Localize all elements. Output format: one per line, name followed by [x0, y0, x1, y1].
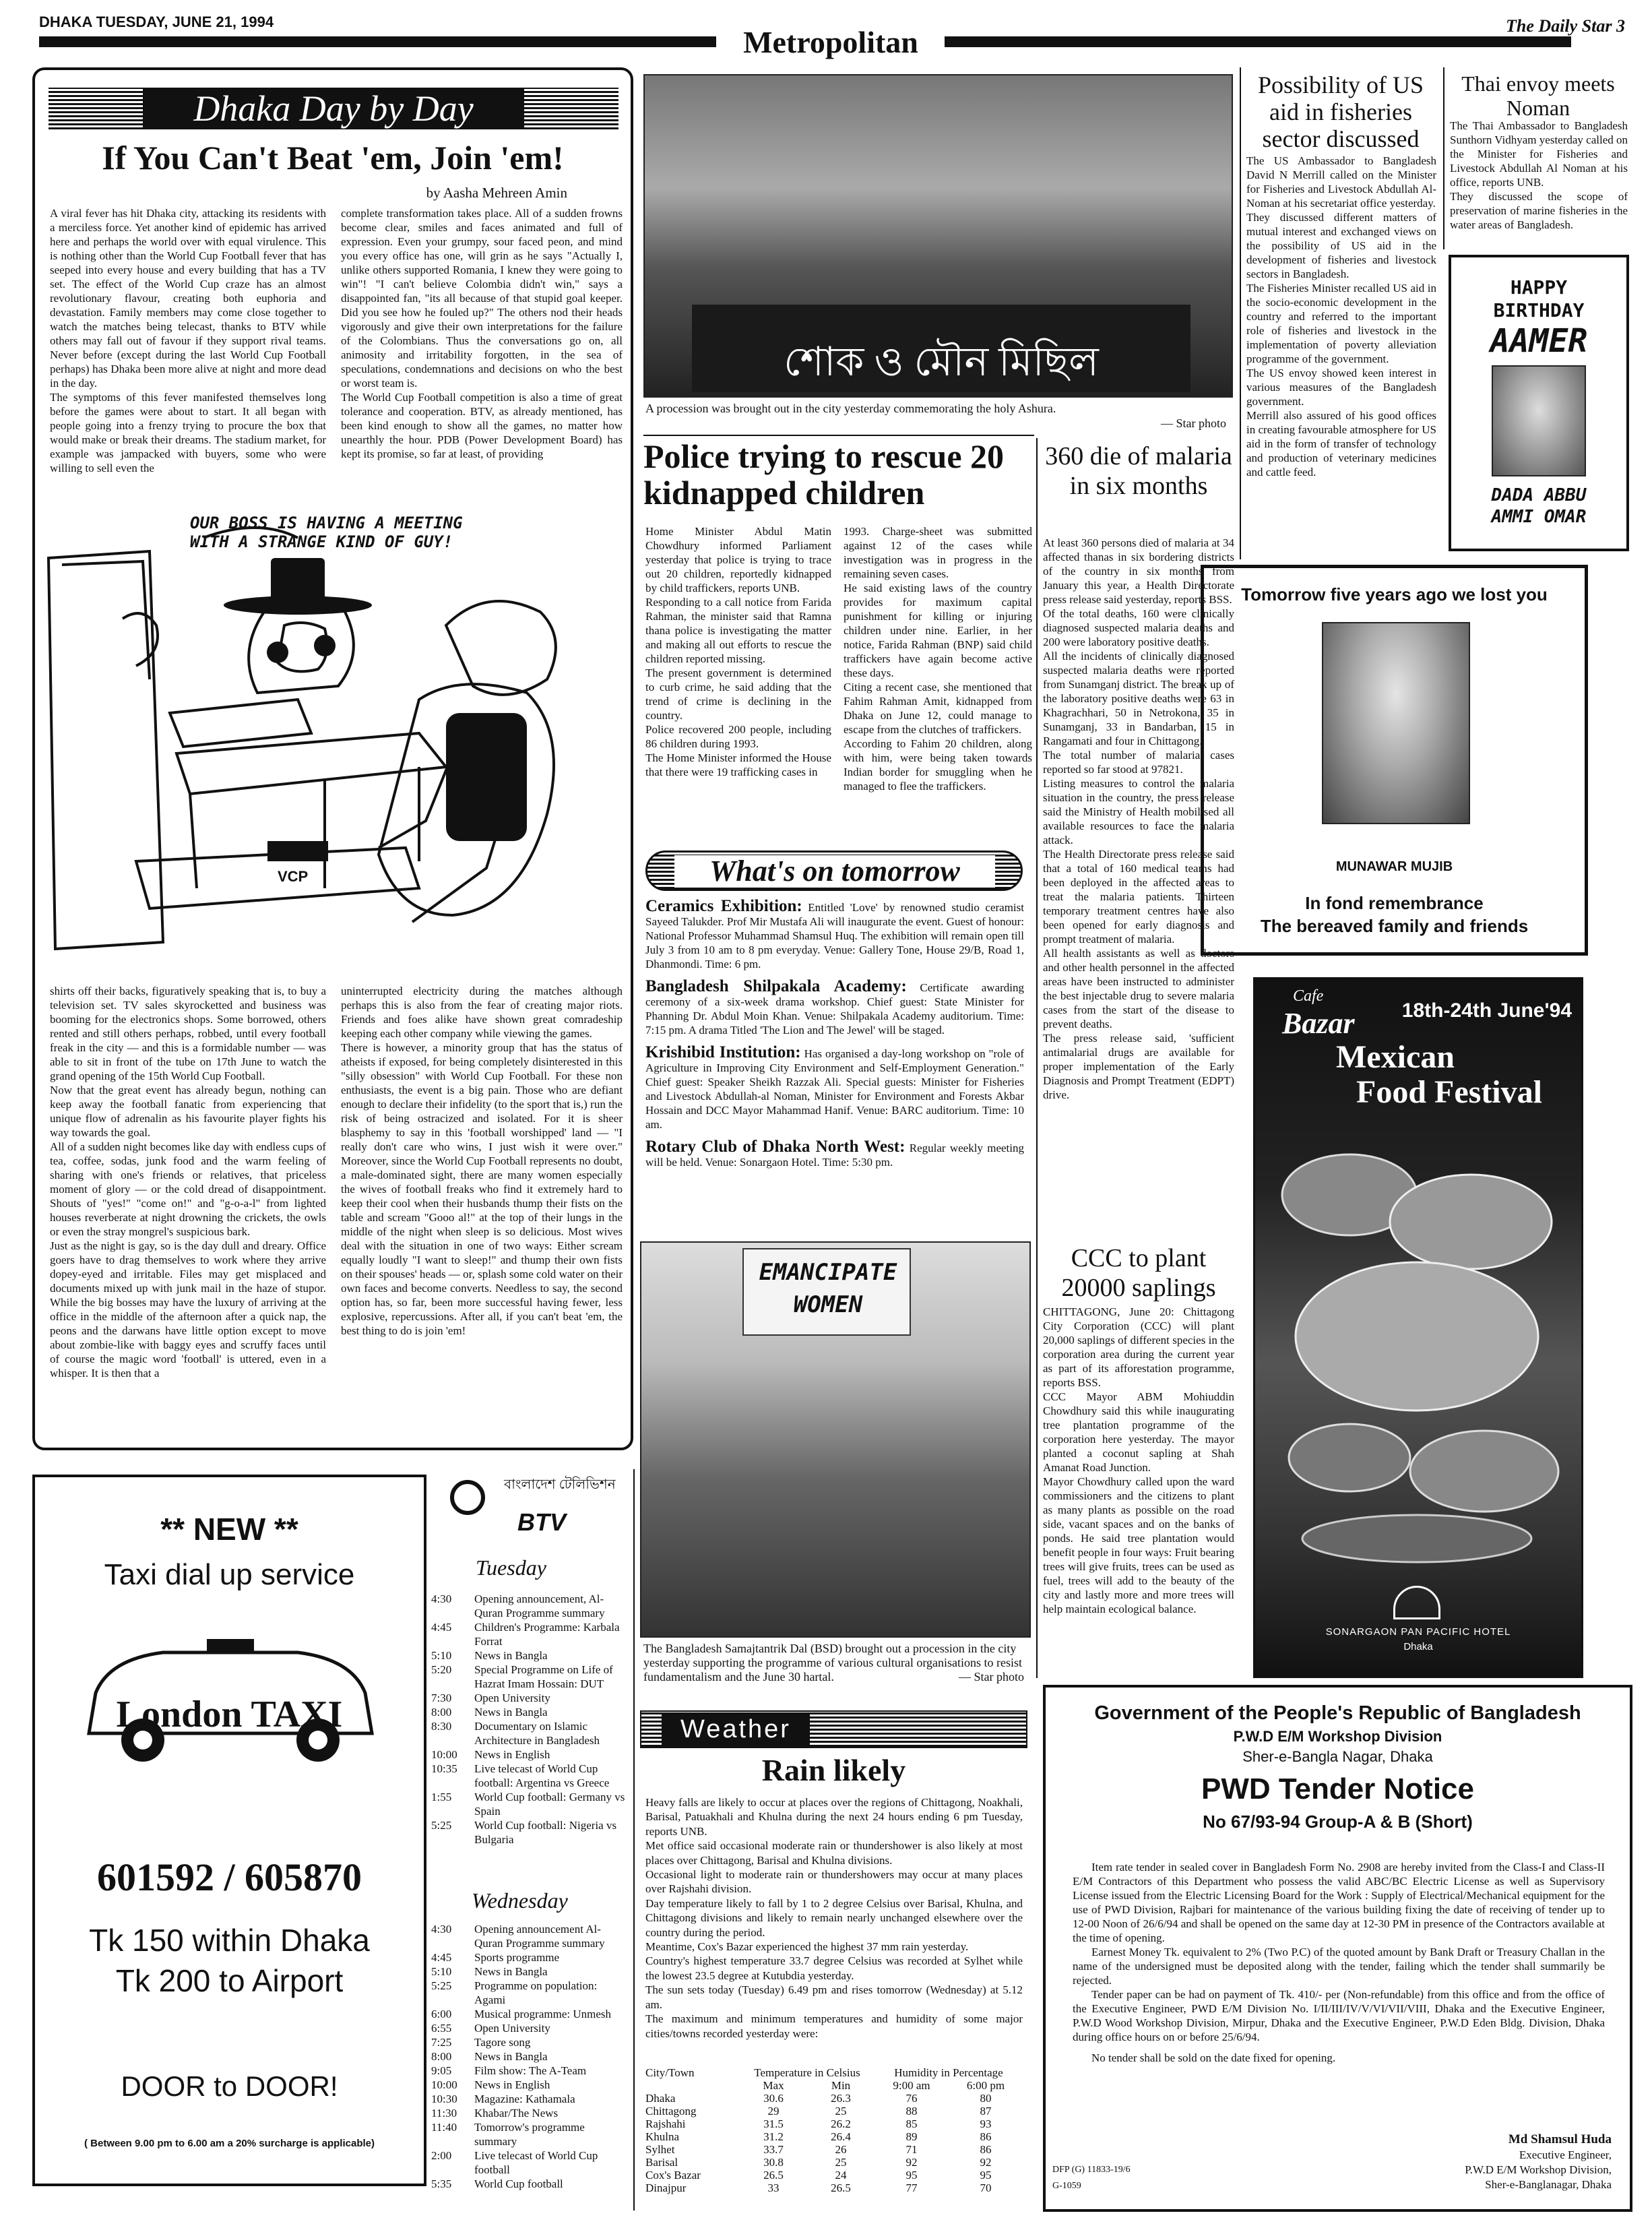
- btv-prog: Live telecast of World Cup football: [474, 2149, 598, 2176]
- weather-row: [645, 2143, 1023, 2156]
- btv-row: [431, 1691, 628, 1705]
- btv-time: 1:55: [431, 1791, 452, 1803]
- memorial-name: MUNAWAR MUJIB: [1335, 859, 1453, 874]
- weather-cell: 95: [980, 2169, 992, 2181]
- btv-time: 4:30: [431, 1923, 452, 1936]
- dateline: DHAKA TUESDAY, JUNE 21, 1994: [39, 13, 274, 30]
- btv-time: 11:30: [431, 2107, 457, 2119]
- malaria-headline: 360 die of malaria in six months: [1045, 442, 1232, 500]
- btv-prog: Film show: The A-Team: [474, 2064, 587, 2077]
- btv-day-tuesday: Tuesday: [476, 1555, 546, 1580]
- tender-addr: Sher-e-Bangla Nagar, Dhaka: [1242, 1748, 1433, 1765]
- wot-item: [645, 899, 1024, 971]
- birthday-from2: AMMI OMAR: [1491, 507, 1587, 527]
- btv-row: [431, 1964, 628, 1979]
- weather-cell: Barisal: [645, 2156, 678, 2169]
- weather-cell: 86: [980, 2130, 992, 2143]
- btv-tuesday-list: [431, 1592, 628, 1847]
- tender-sign4: Sher-e-Banglanagar, Dhaka: [1485, 2178, 1612, 2191]
- weather-cell: 70: [980, 2181, 992, 2194]
- btv-row: [431, 2177, 628, 2191]
- section-title: Metropolitan: [743, 25, 918, 59]
- weather-row: [645, 2092, 1023, 2105]
- btv-row: [431, 2148, 628, 2177]
- btv-logo-text: BTV: [517, 1508, 566, 1536]
- btv-time: 6:55: [431, 2022, 452, 2035]
- memorial-line2: The bereaved family and friends: [1260, 916, 1529, 936]
- police-top-rule: [643, 435, 1034, 436]
- btv-row: [431, 1922, 628, 1950]
- cartoon-vcp-label: VCP: [278, 868, 309, 885]
- taxi-fine: ( Between 9.00 pm to 6.00 am a 20% surcharge is applicable): [84, 2138, 375, 2149]
- wot-item-title: Rotary Club of Dhaka North West:: [645, 1138, 906, 1156]
- btv-row: [431, 1663, 628, 1691]
- memorial-ad: [1201, 565, 1588, 956]
- weather-cell: Sylhet: [645, 2143, 675, 2156]
- weather-table-head: [645, 2066, 1023, 2079]
- ashura-credit: — Star photo: [1161, 416, 1226, 430]
- btv-prog: Musical programme: Unmesh: [474, 2008, 612, 2020]
- weather-cell: 29: [767, 2105, 780, 2117]
- btv-prog: News in Bangla: [474, 1965, 548, 1978]
- weather-cell: 26.4: [831, 2130, 851, 2143]
- cartoon-drawing: [42, 511, 624, 983]
- festival-bazar: Bazar: [1282, 1007, 1355, 1040]
- weather-cell: Dinajpur: [645, 2181, 687, 2194]
- weather-cell: 26.5: [763, 2169, 784, 2181]
- thai-headline: Thai envoy meets Noman: [1461, 71, 1615, 120]
- taxi-ad: [32, 1475, 426, 2186]
- weather-cell: Rajshahi: [645, 2117, 686, 2130]
- cartoon: [42, 511, 624, 983]
- ddbd-byline: by Aasha Mehreen Amin: [426, 185, 567, 201]
- btv-prog: Live telecast of World Cup football: Argentina vs Greece: [474, 1762, 610, 1789]
- btv-row: [431, 2092, 628, 2106]
- wot-item-text: Entitled 'Love' by renowned studio ceramist Sayeed Talukder. Prof Mir Mustafa Ali will inaugurate the event. Guest of honour: National Professor Muhammad Shamsul Huq. The exhibition will remain open till July 3 from 10 am to 8 pm everyday. Venue: Gallery Tone, House 29/B, Road 1, Dhanmondi. Time: 6 pm.: [645, 901, 1024, 970]
- weather-cell: 77: [906, 2181, 918, 2194]
- tender-no: No 67/93-94 Group-A & B (Short): [1203, 1812, 1473, 1832]
- btv-row: [431, 1592, 628, 1620]
- btv-time: 10:30: [431, 2093, 457, 2105]
- btv-time: 5:10: [431, 1649, 452, 1662]
- ddbd-banner-text: Dhaka Day by Day: [143, 88, 524, 129]
- btv-time: 5:10: [431, 1965, 452, 1978]
- btv-prog: Sports programme: [474, 1951, 560, 1964]
- btv-prog: Magazine: Kathamala: [474, 2093, 575, 2105]
- btv-logo-icon: [450, 1480, 485, 1515]
- btv-prog: News in Bangla: [474, 1649, 548, 1662]
- bsd-photo: [640, 1241, 1031, 1638]
- birthday-line2: BIRTHDAY: [1493, 299, 1585, 321]
- btv-row: [431, 1762, 628, 1790]
- btv-row: [431, 2064, 628, 2078]
- tender-title: PWD Tender Notice: [1201, 1772, 1474, 1805]
- weather-cell: 86: [980, 2143, 992, 2156]
- weather-text: Heavy falls are likely to occur at places over the regions of Chittagong, Noakhali, Barisal, Patuakhali and Khulna during the next 24 hours ending 6 pm Tuesday, reports UNB. Met office said occasional moderate rain or thundershower is also likely at most places over Chittagong, Barisal and Khulna divisions. Occasional light to moderate rain or thundershowers may occur at many places over Rajshahi division. Day temperature likely to fall by 1 to 2 degree Celsius over Barisal, Khulna, and Chittagong divisions and likely to remain nearly unchanged elsewhere over the country during the period. Meantime, Cox's Bazar experienced the highest 37 mm rain yesterday. Country's highest temperature 33.7 degree Celsius was recorded at Sylhet while the lowest 23.5 degree at Kutubdia yesterday. The sun sets today (Tuesday) 6.49 pm and rises tomorrow (Wednesday) at 5.12 am. The maximum and minimum temperatures and humidity of some major cities/towns recorded yesterday were:: [645, 1796, 1023, 2040]
- wot-item: [645, 1140, 1024, 1169]
- tender-p2: Earnest Money Tk. equivalent to 2% (Two P.C) of the quoted amount by Bank Draft or Treasury Challan in the name of the undersigned must be deposited along with the tender, failing which the tender shall summarily be rejected.: [1073, 1946, 1605, 1987]
- bsd-placard: [742, 1248, 911, 1336]
- weather-headline: Rain likely: [761, 1753, 906, 1787]
- btv-time: 5:20: [431, 1663, 452, 1676]
- tender-ref2: G-1059: [1052, 2181, 1081, 2191]
- weather-row: [645, 2156, 1023, 2169]
- btv-row: [431, 1818, 628, 1847]
- btv-row: [431, 1719, 628, 1747]
- police-headline: Police trying to rescue 20 kidnapped children: [643, 437, 1005, 512]
- ddbd-col2a: complete transformation takes place. All of a sudden frowns become clear, smiles and faces animated and full of expression. Even your grumpy, sour faced peon, and mind you every office has one, will grin as he says "Actually I, unlike others supported Romania, I knew they were going to win"! "I can't believe Colombia didn't win," says a disappointed fan, "its all because of that stupid goal keeper. Did you see how he fouled up?" The others nod their heads vigorously and give their own interpretations for the failure of the Colombians. Thus the conversations go on, all animosity and irritability forgotten, in the sea of speculations, condemnations and decisions on who the best or worst team is. The World Cup Football competition is also a time of great tolerance and cooperation. BTV, as already mentioned, has been kind enough to show all the games, no matter how unearthly the hour. PDB (Power Development Board) has kept its promise, so far at least, of providing: [341, 207, 623, 460]
- weather-col-max: Max: [763, 2079, 784, 2092]
- btv-time: 4:45: [431, 1951, 452, 1964]
- btv-logo-bangla: বাংলাদেশ টেলিভিশন: [504, 1477, 616, 1492]
- tender-p1: Item rate tender in sealed cover in Bangladesh Form No. 2908 are hereby invited from the Class-I and Class-II E/M Contractors of this Department who possess the valid ABC/BC Electric License as well as Supervisory License issued from the Electric Licensing Board for the Work : Supply of Electrical/Mechanical equipment for the use of PWD Division, Rajbari for maintenance of the various building fixing the date of receiving of tender up to 12-00 Noon of 26/6/94 and shall be opened on the same day at 12-30 PM in presence of the Contractors available at the time of opening.: [1073, 1861, 1605, 1944]
- btv-prog: Opening announcement, Al-Quran Programme summary: [474, 1592, 605, 1619]
- weather-col-pm: 6:00 pm: [966, 2079, 1005, 2092]
- btv-time: 7:25: [431, 2036, 452, 2049]
- btv-time: 8:30: [431, 1720, 452, 1733]
- wot-item-text: Certificate awarding ceremony of a six-week drama workshop. Chief guest: State Minister for Phanning Dr. Abdul Moin Khan. Venue: Shilpakala Academy auditorium. Time: 7:15 pm. A drama Titled 'The Lion and The Jewel' will be staged.: [645, 981, 1024, 1036]
- festival-city: Dhaka: [1403, 1641, 1433, 1652]
- wot-item-text: Regular weekly meeting will be held. Venue: Sonargaon Hotel. Time: 5:30 pm.: [645, 1142, 1024, 1169]
- festival-hotel-emblem: [1393, 1586, 1440, 1619]
- festival-cafe: Cafe: [1293, 987, 1324, 1005]
- btv-row: [431, 1620, 628, 1648]
- weather-cell: 87: [980, 2105, 992, 2117]
- weather-cell: 85: [906, 2117, 918, 2130]
- memorial-line1: In fond remembrance: [1305, 893, 1484, 913]
- bsd-placard-text: EMANCIPATE WOMEN: [759, 1259, 897, 1318]
- btv-row: [431, 1648, 628, 1663]
- weather-row: [645, 2105, 1023, 2117]
- weather-cell: 92: [906, 2156, 918, 2169]
- thai-divider: [1443, 67, 1444, 249]
- tender-div: P.W.D E/M Workshop Division: [1233, 1728, 1442, 1745]
- taxi-new: ** NEW **: [160, 1512, 298, 1547]
- weather-cell: 26.2: [831, 2117, 851, 2130]
- malaria-text: At least 360 persons died of malaria at 34 affected thanas in six bordering districts of the country in six months from January this year, a Health Directorate press release said yesterday, reports BSS. Of the total deaths, 160 were clinically diagnosed suspected malaria deaths and 200 were laboratory positive deaths. All the incidents of clinically diagnosed suspected malaria deaths were reported from Sunamganj district. The break up of the laboratory positive deaths were 63 in Khagrachhari, 50 in Netrokona, 35 in Sunamganj, 33 in Bandarban, 15 in Rangamati and four in Chittagong. The total number of malaria cases reported so far stood at 97821. Listing measures to control the malaria situation in the country, the press release said the Ministry of Health mobilised all available resources to face the malaria attack. The Health Directorate press release said that a total of 160 medical teams had been deployed in the affected areas to treat the malaria patients. Thirteen temporary treatment centres have also been opened for early diagnosis and prompt treatment of malaria. All health assistants as well as doctors and other health personnel in the affected areas have been instructed to administer the best injectable drug to severe malaria cases from the start of the disease to prevent deaths. The press release said, 'sufficient antimalarial drugs are available for proper implementation of the Early Diagnosis and Prompt Treatment (EDPT) drive.: [1043, 536, 1234, 1101]
- weather-cell: 80: [980, 2092, 992, 2105]
- btv-prog: News in Bangla: [474, 1706, 548, 1719]
- btv-day-wednesday: Wednesday: [472, 1888, 568, 1913]
- btv-time: 8:00: [431, 1706, 452, 1719]
- btv-prog: World Cup football: Germany vs Spain: [474, 1791, 625, 1818]
- tender-p4: No tender shall be sold on the date fixed for opening.: [1091, 2051, 1336, 2064]
- btv-row: [431, 2106, 628, 2120]
- weather-cell: 76: [906, 2092, 918, 2105]
- btv-row: [431, 1950, 628, 1964]
- btv-prog: News in Bangla: [474, 2050, 548, 2063]
- weather-banner-text: Weather: [662, 1713, 810, 1745]
- ashura-banner: [692, 305, 1190, 392]
- fisheries-headline: Possibility of US aid in fisheries sector discussed: [1257, 71, 1424, 152]
- btv-row: [431, 1790, 628, 1818]
- taxi-fare2: Tk 200 to Airport: [115, 1963, 344, 1998]
- btv-row: [431, 2078, 628, 2092]
- ccc-text: CHITTAGONG, June 20: Chittagong City Corporation (CCC) will plant 20,000 saplings of different species in the corporation area during the current year as part of its afforestation programme, reports BSS. CCC Mayor ABM Mohiuddin Chowdhury said this while inaugurating tree plantation programme of the corporation here yesterday. The mayor planted a coconut sapling at Shah Amanat Road Junction. Mayor Chowdhury called upon the ward commissioners and the citizens to plant as many plants as possible on the road side, vacant spaces and on the banks of ponds. He said tree plantation would benefit people in four ways: Fruit bearing trees will give fruits, trees can be used as fuel, trees will add to the beauty of the city and lastly more and more trees will help maintain ecological balance.: [1043, 1305, 1234, 1615]
- weather-row: [645, 2169, 1023, 2181]
- weather-cell: 31.5: [763, 2117, 784, 2130]
- btv-row: [431, 2120, 628, 2148]
- btv-prog: Programme on population: Agami: [474, 1979, 598, 2006]
- btv-prog: World Cup football: [474, 2177, 563, 2190]
- festival-title2: Food Festival: [1356, 1074, 1542, 1110]
- wot-item-title: Krishibid Institution:: [645, 1043, 801, 1061]
- festival-dates: 18th-24th June'94: [1401, 999, 1572, 1022]
- tender-sign2: Executive Engineer,: [1519, 2148, 1612, 2161]
- birthday-photo: [1492, 365, 1586, 476]
- btv-prog: World Cup football: Nigeria vs Bulgaria: [474, 1819, 617, 1846]
- weather-banner: [640, 1710, 1027, 1748]
- weather-cell: Cox's Bazar: [645, 2169, 701, 2181]
- btv-prog: News in English: [474, 2078, 550, 2091]
- ddbd-headline: If You Can't Beat 'em, Join 'em!: [102, 139, 564, 177]
- btv-time: 2:00: [431, 2149, 452, 2162]
- btv-prog: Khabar/The News: [474, 2107, 559, 2119]
- btv-time: 5:25: [431, 1979, 452, 1992]
- weather-cell: 26: [835, 2143, 847, 2156]
- ashura-banner-text: শোক ও মৌন মিছিল: [784, 340, 1099, 384]
- btv-time: 5:25: [431, 1819, 452, 1832]
- btv-row: [431, 1979, 628, 2007]
- weather-cell: 71: [906, 2143, 918, 2156]
- bsd-credit: — Star photo: [959, 1670, 1024, 1683]
- ashura-caption: A procession was brought out in the city yesterday commemorating the holy Ashura.: [645, 402, 1056, 415]
- btv-prog: Opening announcement Al-Quran Programme summary: [474, 1923, 605, 1950]
- btv-time: 10:00: [431, 1748, 457, 1761]
- column-rule: [1240, 67, 1241, 559]
- btv-time: 6:00: [431, 2008, 452, 2020]
- btv-prog: Children's Programme: Karbala Forrat: [474, 1621, 620, 1648]
- btv-time: 8:00: [431, 2050, 452, 2063]
- festival-food-illustration: [1269, 1134, 1572, 1566]
- birthday-ad: [1449, 255, 1629, 551]
- weather-cell: 33: [767, 2181, 780, 2194]
- weather-cell: 95: [906, 2169, 918, 2181]
- wot-banner: [645, 850, 1023, 891]
- tender-sign: Md Shamsul Huda: [1508, 2132, 1612, 2146]
- btv-row: [431, 1705, 628, 1719]
- taxi-line: Taxi dial up service: [104, 1558, 355, 1591]
- btv-logo-box: [450, 1477, 618, 1538]
- taxi-fare1: Tk 150 within Dhaka: [89, 1923, 370, 1958]
- weather-col-am: 9:00 am: [893, 2079, 930, 2092]
- bsd-caption: The Bangladesh Samajtantrik Dal (BSD) brought out a procession in the city yesterday supporting the programme of various cultural organisations to resist fundamentalism and the June 30 hartal.: [643, 1642, 1023, 1683]
- tender-p3: Tender paper can be had on payment of Tk. 410/- per (Non-refundable) from this office and from the office of the Executive Engineer, PWD E/M Division No. I/II/III/IV/V/VI/VII/VIII, Dhaka and the Executive Engineer, P.W.D Wood Workshop Division, Mirpur, Dhaka and the Executive Engineer, P.W.D Eden Bldg. Division, Dhaka during office hours on or before 25/6/94.: [1073, 1988, 1605, 2043]
- weather-cell: 25: [835, 2105, 847, 2117]
- fisheries-text: The US Ambassador to Bangladesh David N Merrill called on the Minister for Fisheries and Livestock Abdullah Al-Noman at his secretariat office yesterday. They discussed different matters of mutual interest and exchanged views on the possibility of US aid in the development of fisheries and livestock sectors in Bangladesh. The Fisheries Minister recalled US aid in the socio-economic development in the country and referred to the important role of fisheries and livestock in the implementation of poverty alleviation programme of the government. The US envoy showed keen interest in various measures of the Bangladesh government. Merrill also assured of his good offices in creating favourable atmosphere for US aid in the form of transfer of technology and production of veterinary medicines and cattle feed.: [1246, 154, 1436, 478]
- ddbd-banner: [49, 88, 618, 129]
- weather-cell: 93: [980, 2117, 992, 2130]
- weather-col-city: City/Town: [645, 2066, 695, 2079]
- memorial-photo: [1322, 622, 1470, 824]
- column-rule: [633, 1469, 635, 2210]
- weather-cell: 33.7: [763, 2143, 784, 2156]
- wot-item-title: Ceramics Exhibition:: [645, 899, 802, 915]
- weather-row: [645, 2181, 1023, 2194]
- btv-row: [431, 2021, 628, 2035]
- memorial-title: Tomorrow five years ago we lost you: [1241, 584, 1548, 605]
- weather-col-temp: Temperature in Celsius: [754, 2066, 860, 2079]
- birthday-name: AAMER: [1490, 322, 1588, 360]
- masthead-rule-right: [945, 36, 1571, 47]
- taxi-brand: London TAXI: [116, 1694, 343, 1735]
- btv-row: [431, 2035, 628, 2049]
- btv-row: [431, 2049, 628, 2064]
- tender-ref1: DFP (G) 11833-19/6: [1052, 2165, 1131, 2175]
- btv-time: 4:30: [431, 1592, 452, 1605]
- weather-cell: 92: [980, 2156, 992, 2169]
- weather-cell: 26.3: [831, 2092, 851, 2105]
- cartoon-caption: OUR BOSS IS HAVING A MEETING WITH A STRANGE KIND OF GUY!: [190, 514, 463, 551]
- weather-cell: Dhaka: [645, 2092, 676, 2105]
- masthead-rule-left: [39, 36, 716, 47]
- btv-prog: Documentary on Islamic Architecture in Bangladesh: [474, 1720, 600, 1747]
- festival-title1: Mexican: [1336, 1039, 1455, 1075]
- masthead-paper: The Daily Star 3: [1506, 16, 1625, 36]
- btv-prog: Open University: [474, 2022, 550, 2035]
- taxi-phones: 601592 / 605870: [96, 1855, 362, 1899]
- police-col1: Home Minister Abdul Matin Chowdhury informed Parliament yesterday that police is trying to trace out 20 children, reportedly kidnapped by child traffickers, reports UNB. Responding to a call notice from Farida Rahman, the minister said that Ramna thana police is investigating the matter and making all out efforts to rescue the children reported missing. The present government is determined to curb crime, he said adding that the trend of crime is declining in the country. Police recovered 200 people, including 86 children during 1993. The Home Minister informed the House that there were 19 trafficking cases in: [645, 525, 831, 778]
- festival-ad: [1253, 977, 1583, 1678]
- weather-cell: 26.5: [831, 2181, 851, 2194]
- ddbd-col1a: A viral fever has hit Dhaka city, attacking its residents with a merciless force. Yet another kind of epidemic has arrived here and perhaps the world over with equal virulence. This is nothing other than the World Cup Football fever that has seeped into every house and every building that has a TV set. The effect of the World Cup craze has an almost revolutionary flavour, creating both euphoria and devastation. Family members may come close together to watch the matches being telecast, thanks to BTV while others may fall out of favour if they support rival teams. Never before (except during the last World Cup Football perhaps) has Dhaka been more alive at night and more dead in the day. The symptoms of this fever manifested themselves long before the games were about to start. It all began with people going into a frenzy trying to procure the box that would make or break their dreams. The stadium market, for example was jampacked with buyers, some who were willing to sell even the: [50, 207, 326, 474]
- btv-prog: Tagore song: [474, 2036, 531, 2049]
- weather-row: [645, 2117, 1023, 2130]
- btv-prog: Tomorrow's programme summary: [474, 2121, 585, 2148]
- police-col2: 1993. Charge-sheet was submitted against 12 of the cases while investigation was in progress in the remaining seven cases. He said existing laws of the country provides for maximum capital punishment for killing or injuring children under nine. Earlier, in her notice, Farida Rahman (BNP) said child traffickers have again become active these days. Citing a recent case, she mentioned that Fahim Rahman Amit, kidnapped from Dhaka on June 12, could manage to escape from the clutches of traffickers. According to Fahim 20 children, along with him, were being taken towards Indian border for smuggling when he managed to flee the traffickers.: [844, 525, 1032, 793]
- btv-time: 11:40: [431, 2121, 457, 2134]
- weather-row: [645, 2130, 1023, 2143]
- taxi-door: DOOR to DOOR!: [121, 2070, 338, 2102]
- tender-ad: [1043, 1685, 1632, 2212]
- btv-wednesday-list: [431, 1922, 628, 2191]
- weather-cell: 25: [835, 2156, 847, 2169]
- weather-cell: 30.8: [763, 2156, 784, 2169]
- btv-time: 10:35: [431, 1762, 457, 1775]
- weather-cell: Khulna: [645, 2130, 680, 2143]
- weather-cell: 89: [906, 2130, 918, 2143]
- btv-prog: Special Programme on Life of Hazrat Imam Hossain: DUT: [474, 1663, 613, 1690]
- btv-time: 4:45: [431, 1621, 452, 1634]
- wot-item: [645, 1045, 1024, 1132]
- btv-row: [431, 2007, 628, 2021]
- wot-item: [645, 979, 1024, 1037]
- wot-item-title: Bangladesh Shilpakala Academy:: [645, 977, 907, 995]
- weather-cell: 24: [835, 2169, 847, 2181]
- birthday-line1: HAPPY: [1510, 276, 1568, 299]
- btv-time: 5:35: [431, 2177, 452, 2190]
- ddbd-col1b: shirts off their backs, figuratively speaking that is, to buy a television set. TV sales skyrocketted and business was booming for the electronics shops. Some borrowed, others rented and still others perhaps, robbed, until every football freak in the city — and this is a formidable number — was able to sit in front of the tube on 17th June to watch the grand opening of the 15th World Cup Football. Now that the great event has already begun, nothing can keep away the football fanatic from experiencing that unique flow of adrenalin as his favourite player fights his way towards the goal. All of a sudden night becomes like day with endless cups of tea, coffee, sodas, junk food and the warm feeling of sharing with one's friends or relatives, that priceless moment of glory — or the cold dread of disappointment. Shouts of "yes!" "come on!" and "g-o-a-l" from lighted houses reverberate at night drowning the crickets, the owls or even the stray mongrel's suspicious bark. Just as the night is gay, so is the day dull and dreary. Office goers have to drag themselves to work where they arrive dopey-eyed and irritable. Files may get misplaced and documents mixed up with junk mail in the haze of stupor. While the big bosses may have the luxury of arriving at the office in the middle of the afternoon after a quick nap, the peons and the darwans have little option except to move about zombie-like with baggy eyes and scruffy faces until of course the magic word 'football' is uttered, even in a whisper. It is then that a: [50, 985, 326, 1380]
- weather-col-min: Min: [831, 2079, 851, 2092]
- weather-col-hum: Humidity in Percentage: [894, 2066, 1003, 2079]
- weather-cell: 88: [906, 2105, 918, 2117]
- weather-cell: 30.6: [763, 2092, 784, 2105]
- wot-banner-text: What's on tomorrow: [674, 855, 995, 888]
- btv-time: 7:30: [431, 1692, 452, 1704]
- weather-sub-blank: [645, 2079, 740, 2092]
- weather-table-subhead: [645, 2079, 1023, 2092]
- column-rule: [1036, 438, 1038, 1678]
- btv-time: 9:05: [431, 2064, 452, 2077]
- btv-prog: News in English: [474, 1748, 550, 1761]
- wot-item-text: Has organised a day-long workshop on "role of Agriculture in Improving City Environment and Self-Employment Generation." Chief guest: Speaker Sheikh Razzak Ali. Special guests: Minister for Fisheries and Livestock Abdullah-al Noman, Minister for Environment and Forests Akbar Hossain and DCC Mayor Mahammad Hanif. Venue: BARC auditorium. Time: 10 am.: [645, 1047, 1024, 1131]
- festival-hotel: SONARGAON PAN PACIFIC HOTEL: [1325, 1626, 1511, 1638]
- thai-text: The Thai Ambassador to Bangladesh Sunthorn Vidhyam yesterday called on the Minister for Fisheries and Livestock Abdullah Al Noman at his office, reports UNB. They discussed the scope of preservation of marine fisheries in the water areas of Bangladesh.: [1450, 119, 1628, 231]
- weather-cell: Chittagong: [645, 2105, 697, 2117]
- ashura-photo: [643, 74, 1233, 398]
- btv-prog: Open University: [474, 1692, 550, 1704]
- wot-list: [645, 899, 1024, 1236]
- btv-time: 10:00: [431, 2078, 457, 2091]
- ccc-headline: CCC to plant 20000 saplings: [1061, 1244, 1216, 1302]
- weather-table: [645, 2066, 1023, 2194]
- btv-row: [431, 1747, 628, 1762]
- weather-cell: 31.2: [763, 2130, 784, 2143]
- tender-sign3: P.W.D E/M Workshop Division,: [1465, 2163, 1612, 2176]
- tender-body: [1073, 1860, 1605, 2065]
- tender-gov: Government of the People's Republic of Bangladesh: [1094, 1702, 1581, 1724]
- birthday-from1: DADA ABBU: [1491, 485, 1587, 505]
- ddbd-col2b: uninterrupted electricity during the matches although perhaps this is also from the fear of creating major riots. Friends and foes alike have shown great comradeship keeping each other company while viewing the games. There is however, a minority group that has the status of atheists if exposed, for being completely disinterested in this "silly obsession" with World Cup Football. For these non enthusiasts, the event is a big pain. Those who are defiant enough to declare their infidelity (to the sport that is,) run the risk of being ostracized and isolated. For it is sheer blasphemy to say in this 'football worshipped' land — "I really don't care who wins, I just wish it were over." Moreover, since the World Cup Football represents no doubt, a male-dominated sight, there are many women especially the wives of football freaks who find it extremely hard to keep their cool when their husbands thump their fists on the table and scream "Gooo al!" at the top of their lungs in the middle of the night when sleep is so delicious. Most wives deal with the situation in one of two ways: Either scream equally loudly "I want to sleep!" and thump their own fists on their spouses' heads — or, splash some cold water on their own faces and become converts. Needless to say, the second option has, so far, been more successful having fewer, less explosive, repercussions. After all, if you can't beat 'em, the best thing to do is join 'em!: [341, 985, 623, 1337]
